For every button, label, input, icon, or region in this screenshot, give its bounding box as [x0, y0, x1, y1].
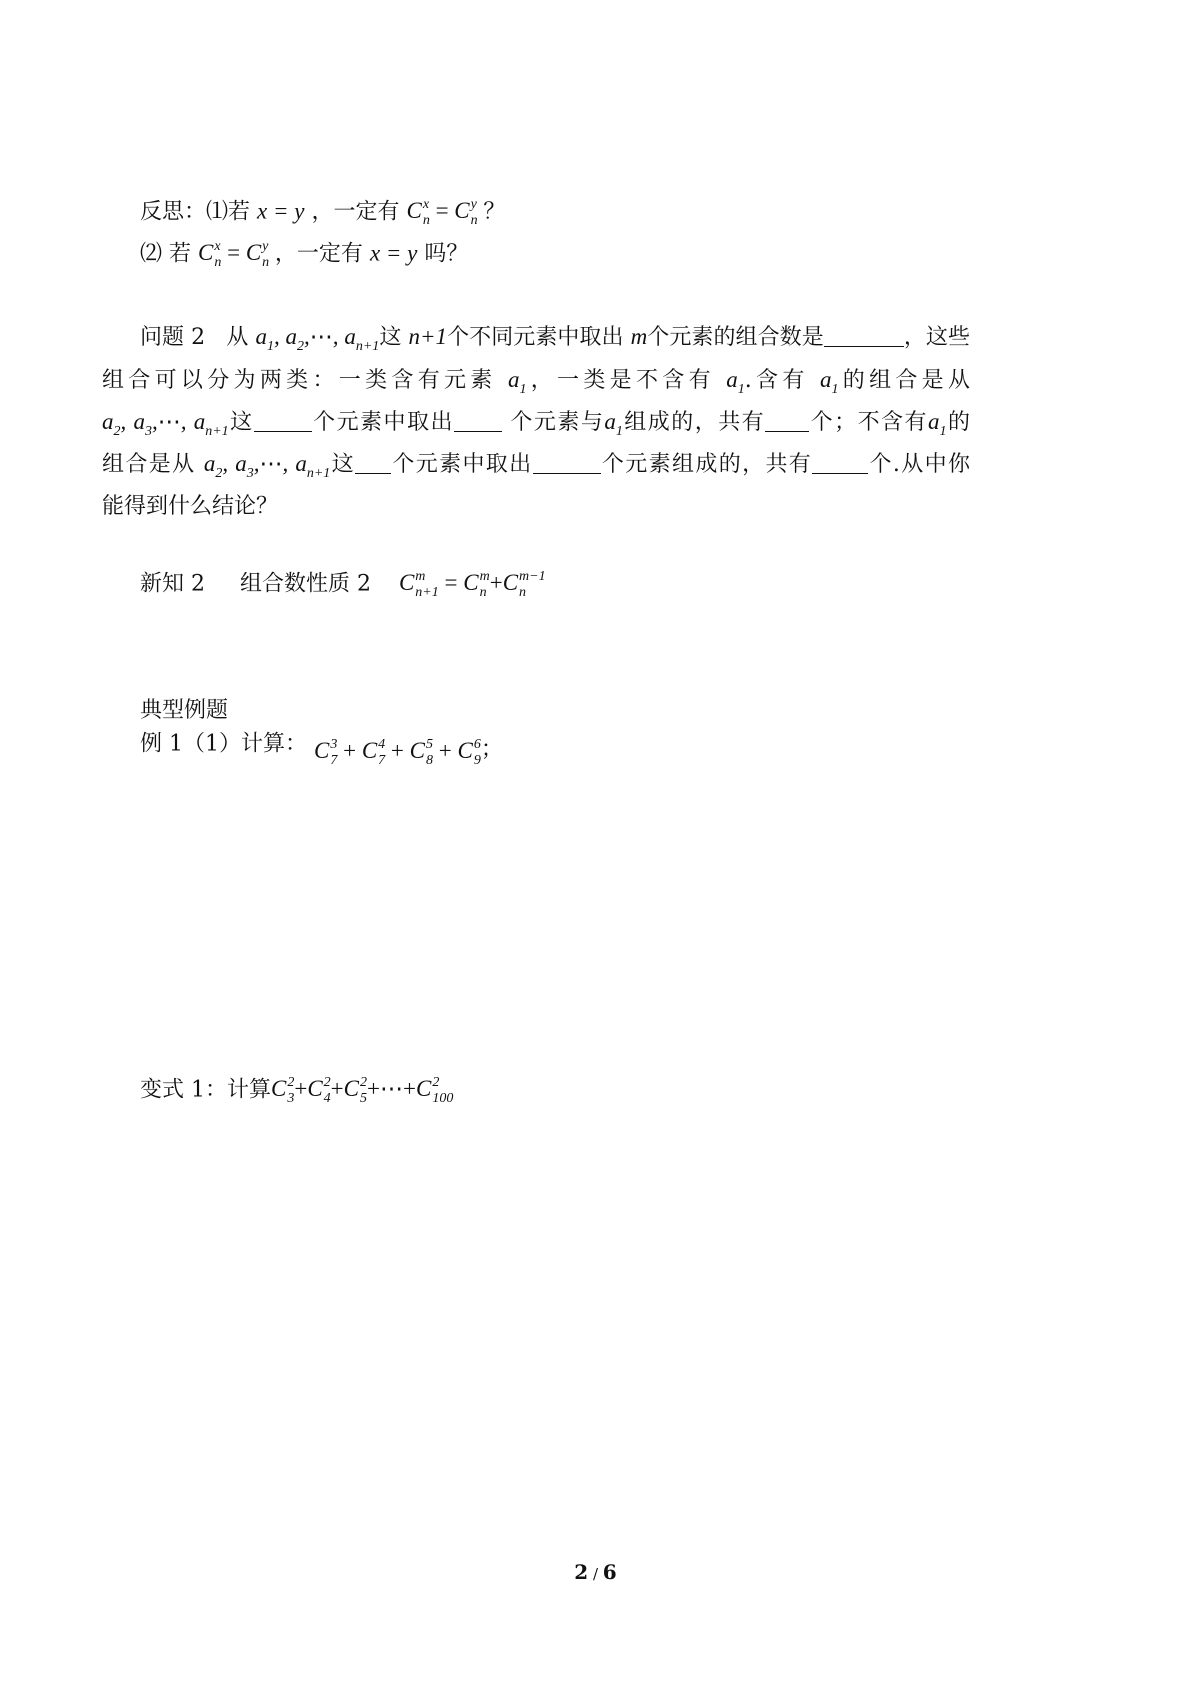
reflection-label: 反思：⑴若	[140, 199, 251, 225]
problem2-line4: 组合是从 $a_2$, $a_3,\cdots$, $a_{n+1}$这 个元素中取出 个元素组成的，共有 个.从中你	[102, 451, 970, 481]
blank-choose-without-a1[interactable]	[533, 453, 601, 474]
blank-count-remaining-2[interactable]	[355, 453, 391, 474]
example-1-label: 例 1（1）计算：	[140, 731, 307, 757]
blank-choose-with-a1[interactable]	[454, 411, 502, 432]
formula-cnx-eq-cny-2: C x n = C y n	[198, 239, 270, 270]
problem2-line2: 组合可以分为两类：一类含有元素 $a_1$，一类是不含有 $a_1$.含有 $a_1$的组合是从	[102, 367, 970, 397]
reflection-q1: 反思：⑴若 x = y ，一定有 C x n = C y n ？	[140, 197, 506, 228]
variant-1	[140, 1076, 453, 1106]
property-title: 组合数性质 2	[239, 571, 371, 597]
examples-heading: 典型例题	[140, 698, 229, 723]
variant-1-formula: C 2 3 +C 2 4 +C 2 5 +⋯+C 2 100	[271, 1075, 454, 1106]
page-number: 2 / 6	[574, 1560, 617, 1584]
property-formula: C m n+1 = C m n +C m−1 n	[398, 569, 546, 600]
example-1-formula: C 3 7 + C 4 7 + C 5 8 + C 6 9	[314, 737, 481, 768]
blank-total-combinations[interactable]	[824, 326, 904, 347]
reflection-q2: ⑵ 若 C x n = C y n ，一定有 x = y 吗？	[140, 239, 469, 270]
problem2-line1: 问题 2 从 $a_1$, $a_2,\cdots$, $a_{n+1}$这 n+1个不同元素中取出 m个元素的组合数是 ，这些	[140, 324, 970, 354]
problem2-line5: 能得到什么结论？	[102, 494, 279, 519]
equation-x-equals-y: x = y	[257, 198, 305, 224]
problem2-line3: $a_2$, $a_3,\cdots$, $a_{n+1}$这 个元素中取出 个元素与$a_1$组成的，共有 个；不含有$a_1$的	[102, 409, 970, 439]
blank-count-remaining[interactable]	[254, 411, 312, 432]
formula-cnx-eq-cny: C x n = C y n	[406, 197, 478, 228]
blank-total-with-a1[interactable]	[765, 411, 809, 432]
variant-1-label: 变式 1：计算	[140, 1077, 271, 1103]
new-knowledge-label: 新知 2	[140, 571, 205, 597]
example-1: 例 1（1）计算： C 3 7 + C 4 7 + C 5 8 + C 6 9 ；	[140, 731, 503, 768]
new-knowledge-2	[140, 570, 546, 600]
problem2-label: 问题 2	[140, 325, 206, 350]
blank-total-without-a1[interactable]	[812, 453, 868, 474]
